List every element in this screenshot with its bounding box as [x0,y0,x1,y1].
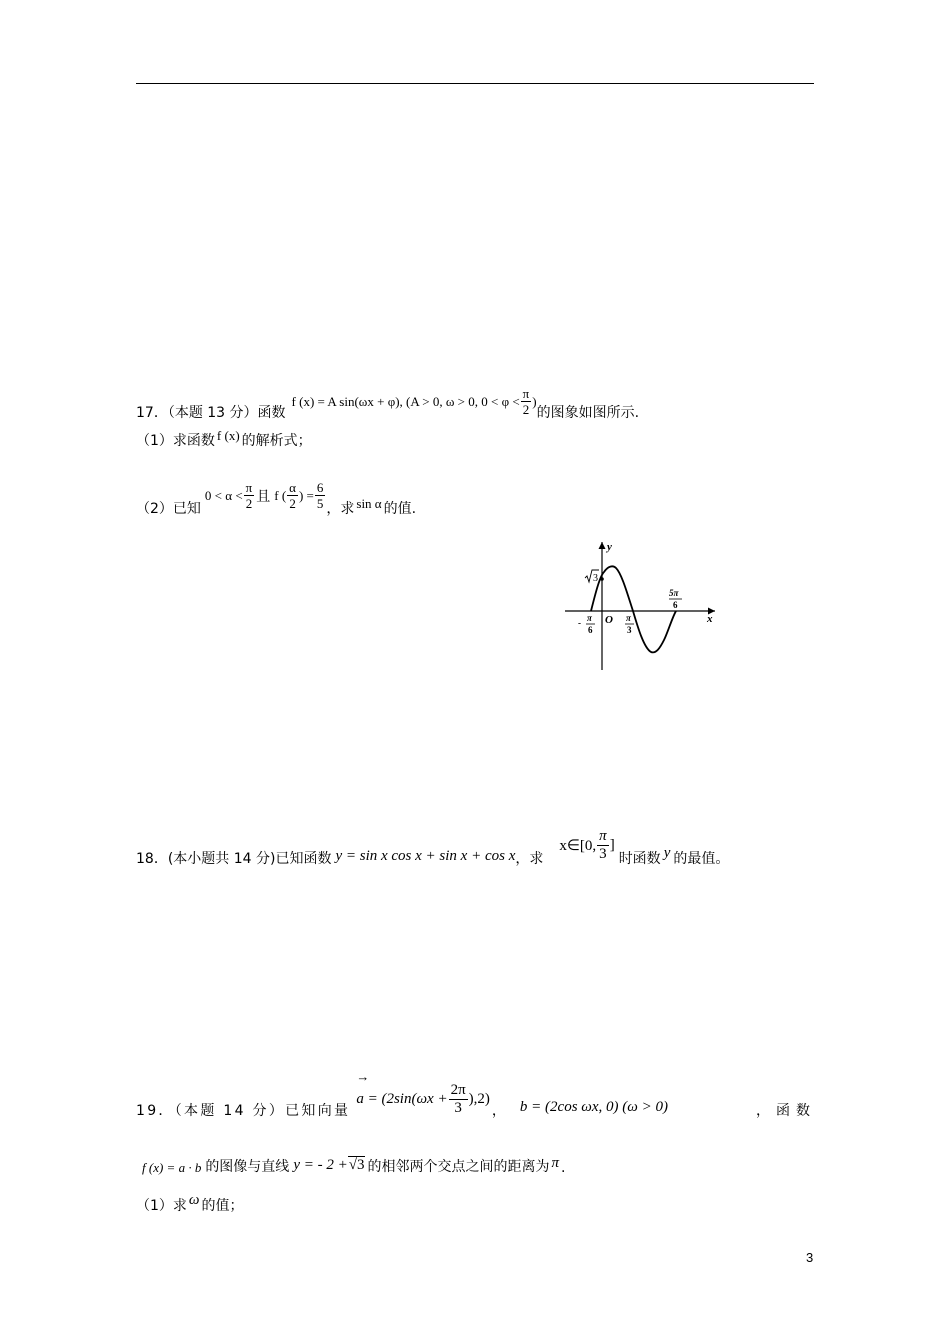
q17-f-arg-num: α [289,480,296,495]
question-18 [136,828,729,872]
q19-tail: ，函数 [756,1103,816,1119]
q17-value-den: 5 [316,496,324,511]
header-rule [136,83,814,84]
q17-part2-condition [205,481,326,510]
q17-f-arg-den: 2 [289,496,296,511]
q17-f-open: f ( [274,487,287,503]
q19-heading: 19．（本题 14 分）已知向量 [136,1103,351,1119]
five-pi6-num: 5π [669,588,679,598]
q17-part1-suffix: 的解析式； [241,433,312,449]
q18-tail-1: 时函数 [618,851,661,867]
q19-vector-a [356,1069,490,1116]
neg-pi-den: 6 [588,625,593,635]
tick-neg-pi-over-6 [578,613,595,635]
q17-f-close: ) = [298,487,314,503]
q17-tail: 的图象如图所示. [536,405,640,421]
q19-vec-a-den: 3 [454,1100,462,1116]
q18-tail-2: 的最值。 [673,851,730,867]
sine-graph [560,536,725,674]
q19-vector-arrow: → [356,1069,370,1084]
q19-fx: f (x) = a · b [142,1160,202,1175]
tick-pi-over-3 [625,613,634,635]
q19-vec-a-lhs: a = (2sin(ωx + [356,1091,448,1107]
q17-part2-end: 的值. [383,501,417,517]
q17-frac-num: π [522,386,530,401]
q17-cond-fraction [244,481,255,510]
q17-and: 且 [256,488,271,505]
tick-five-pi-over-6 [669,588,682,610]
q19-line2-tail: 的相邻两个交点之间的距离为 [367,1159,550,1175]
q18-domain-den: 3 [599,846,607,862]
q18-tail-y: y [663,845,671,861]
q19-vec-a-num: 2π [450,1082,466,1098]
question-19-part1 [136,1192,244,1215]
q19-sqrt3: √3 [348,1157,365,1173]
q17-cond-den: 2 [245,496,253,511]
q17-sin-alpha: sin α [356,496,382,511]
q18-heading: 18．(本小题共 14 分)已知函数 [136,851,332,867]
q18-domain [559,829,614,862]
q18-domain-num: π [599,828,607,844]
q17-heading: 17．（本题 13 分）函数 [136,405,286,421]
q19-part1-omega: ω [188,1192,200,1208]
q17-value-fraction [315,481,326,510]
sqrt3-value: 3 [593,573,598,584]
neg-pi-num: π [587,613,592,623]
neg-sign: - [578,618,581,628]
q17-part2 [136,474,416,522]
q18-formula: y = sin x cos x + sin x + cos x [335,848,516,864]
x-axis-label: x [707,613,713,625]
q17-frac-den: 2 [522,402,530,417]
q17-cond-num: π [245,480,253,495]
y-axis-label: y [607,541,612,553]
five-pi6-den: 6 [673,600,678,610]
question-17-line1 [136,380,639,426]
q17-part2-prefix: （2）已知 [136,501,201,517]
q19-part1-suffix: 的值； [201,1198,244,1214]
page-number: 3 [806,1250,814,1265]
q17-formula-fraction [521,387,532,416]
question-19-line1 [136,1060,816,1124]
q19-vec-a-fraction [449,1083,468,1116]
pi3-den: 3 [627,625,632,635]
q17-f-arg-fraction [287,481,298,510]
q19-line2-pi: π [551,1155,559,1171]
q18-comma: ，求 [515,851,544,867]
pi3-num: π [626,613,631,623]
q19-vector-b: b = (2cos ωx, 0) (ω > 0) [519,1099,668,1115]
q17-value-num: 6 [316,480,324,495]
q17-formula-lhs: f (x) = A sin(ωx + φ), (A > 0, ω > 0, 0 < φ < [291,393,520,409]
q17-formula [292,387,537,416]
q19-sqrt3-value: 3 [356,1157,365,1173]
q18-domain-lhs: x∈[0, [559,838,597,854]
sqrt3-tick-label [585,570,599,584]
q18-domain-fraction [597,829,609,862]
q19-line2-y: y = - 2 + [293,1157,348,1173]
question-19-line2 [136,1144,565,1180]
q17-part1-prefix: （1）求函数 [136,433,215,449]
y-intercept-point [600,577,604,581]
q18-domain-rhs: ] [609,837,615,853]
q19-vec-a-rhs: ),2) [468,1091,490,1107]
q17-cond-ineq: 0 < α < [204,487,243,503]
q19-line2-end: . [560,1160,566,1176]
q17-part1-fx: f (x) [216,428,240,443]
q19-sep: ， [491,1103,506,1119]
origin-label: O [605,614,613,626]
q19-line2-mid: 的图像与直线 [205,1159,290,1175]
q17-part1 [136,428,312,450]
q19-part1-prefix: （1）求 [136,1198,187,1214]
q17-part2-comma: ，求 [326,501,355,517]
q17-formula-rhs: ) [532,393,537,409]
